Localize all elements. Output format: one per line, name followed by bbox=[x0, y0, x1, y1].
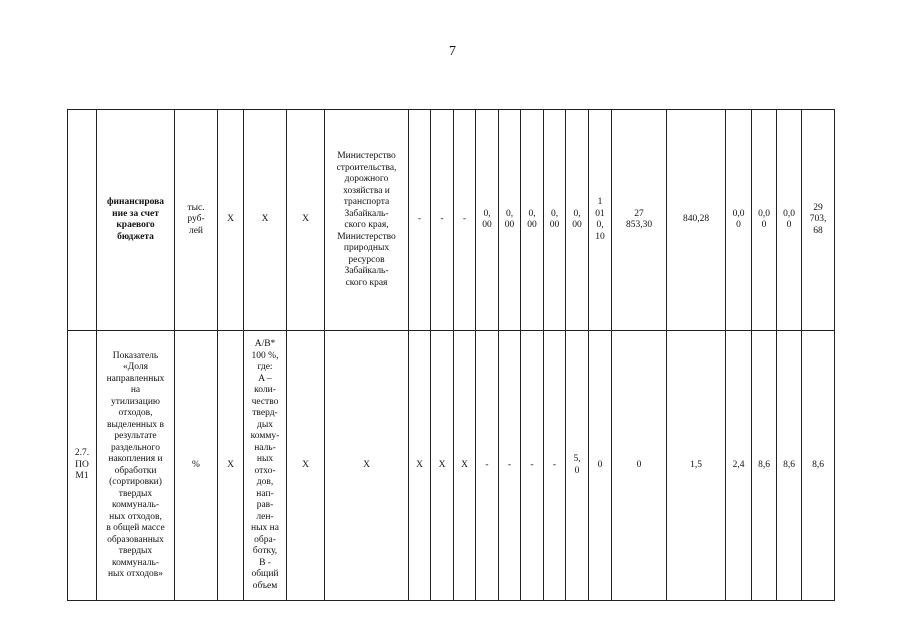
cell: 1,5 bbox=[667, 331, 726, 601]
cell: - bbox=[409, 110, 431, 331]
cell: 0, 00 bbox=[566, 110, 589, 331]
program-table bbox=[67, 109, 835, 601]
cell-number: 2.7. ПО М1 bbox=[68, 331, 97, 601]
cell-responsible: Министерство строительства, дорожного хозяйства и транспорта Забайкаль- ского края, Министерство природных ресурсов Забайкаль- ского края bbox=[325, 110, 409, 331]
cell: X bbox=[431, 331, 454, 601]
cell: 5, 0 bbox=[566, 331, 589, 601]
cell: X bbox=[409, 331, 431, 601]
cell: 8,6 bbox=[802, 331, 835, 601]
cell: 0,0 0 bbox=[752, 110, 777, 331]
cell: - bbox=[431, 110, 454, 331]
cell: X bbox=[218, 110, 244, 331]
cell: 0, 00 bbox=[499, 110, 521, 331]
cell: - bbox=[476, 331, 499, 601]
cell: X bbox=[287, 110, 325, 331]
cell: 0 bbox=[589, 331, 612, 601]
cell: X bbox=[287, 331, 325, 601]
cell: X bbox=[244, 110, 287, 331]
cell-name: финансирова ние за счет краевого бюджета bbox=[97, 110, 175, 331]
cell-name: Показатель «Доля направленных на утилизацию отходов, выделенных в результате раздельного накопления и обработки (сортировки) твердых коммуналь- ных отходов, в общей массе образованных твердых коммуналь- ных отходов» bbox=[97, 331, 175, 601]
cell: - bbox=[499, 331, 521, 601]
cell: - bbox=[544, 331, 566, 601]
cell: 29 703, 68 bbox=[802, 110, 835, 331]
cell-unit: тыс. руб- лей bbox=[175, 110, 218, 331]
cell-responsible: X bbox=[325, 331, 409, 601]
cell-unit: % bbox=[175, 331, 218, 601]
cell: 0, 00 bbox=[544, 110, 566, 331]
cell: 840,28 bbox=[667, 110, 726, 331]
cell: - bbox=[521, 331, 544, 601]
cell: 8,6 bbox=[777, 331, 802, 601]
cell-formula: A/B* 100 %, где: A – коли- чество тверд- дых комму- наль- ных отхо- дов, нап- рав- лен- ных на обра- ботку, B - общий объем bbox=[244, 331, 287, 601]
cell: 0, 00 bbox=[476, 110, 499, 331]
table-row bbox=[68, 110, 835, 331]
cell: 0, 00 bbox=[521, 110, 544, 331]
page-number: 7 bbox=[449, 44, 456, 59]
cell: 27 853,30 bbox=[612, 110, 667, 331]
cell: 1 01 0, 10 bbox=[589, 110, 612, 331]
cell: X bbox=[454, 331, 476, 601]
cell: 8,6 bbox=[752, 331, 777, 601]
cell: 2,4 bbox=[726, 331, 752, 601]
cell: 0,0 0 bbox=[777, 110, 802, 331]
cell: - bbox=[454, 110, 476, 331]
cell: 0 bbox=[612, 331, 667, 601]
cell: X bbox=[218, 331, 244, 601]
cell-number bbox=[68, 110, 97, 331]
table-row bbox=[68, 331, 835, 601]
cell: 0,0 0 bbox=[726, 110, 752, 331]
